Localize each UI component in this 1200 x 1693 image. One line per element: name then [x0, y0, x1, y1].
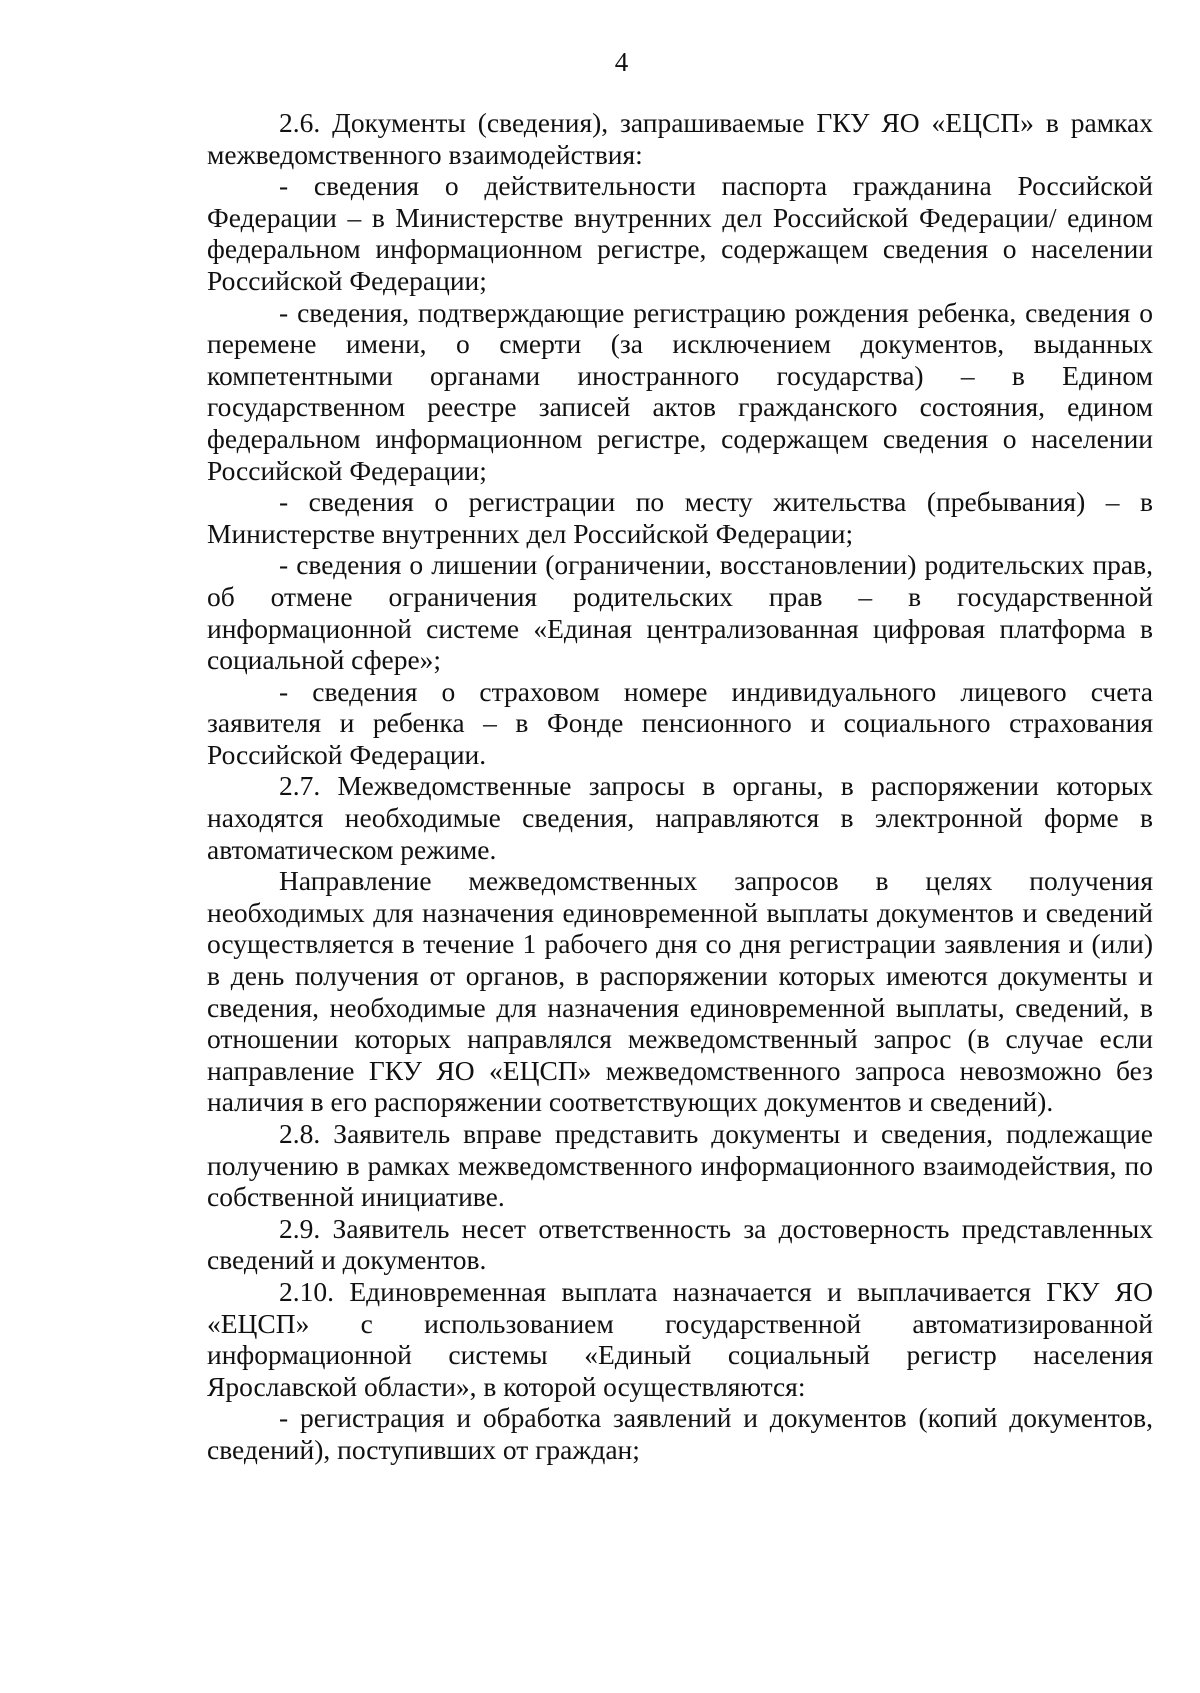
list-item-civil-registry: - сведения, подтверждающие регистрацию рождения ребенка, сведения о перемене имени, о смерти (за исключением документов, выданных компетентными органами иностранного государства) – в Едином государственном реестре записей актов гражданского состояния, едином федеральном информационном регистре, содержащем сведения о населении Российской Федерации;	[207, 296, 1153, 486]
paragraph-2-7: 2.7. Межведомственные запросы в органы, в распоряжении которых находятся необходимые сведения, направляются в электронной форме в автоматическом режиме.	[207, 770, 1153, 865]
page-number: 4	[614, 47, 629, 77]
paragraph-2-6: 2.6. Документы (сведения), запрашиваемые ГКУ ЯО «ЕЦСП» в рамках межведомственного взаимодействия:	[207, 107, 1153, 170]
list-item-registration-processing: - регистрация и обработка заявлений и документов (копий документов, сведений), поступивших от граждан;	[207, 1402, 1153, 1465]
paragraph-requests-timing: Направление межведомственных запросов в целях получения необходимых для назначения единовременной выплаты документов и сведений осуществляется в течение 1 рабочего дня со дня регистрации заявления и (или) в день получения от органов, в распоряжении которых имеются документы и сведения, необходимые для назначения единовременной выплаты, сведений, в отношении которых направлялся межведомственный запрос (в случае если направление ГКУ ЯО «ЕЦСП» межведомственного запроса невозможно без наличия в его распоряжении соответствующих документов и сведений).	[207, 865, 1153, 1118]
list-item-passport-validity: - сведения о действительности паспорта гражданина Российской Федерации – в Министерстве внутренних дел Российской Федерации/ едином федеральном информационном регистре, содержащем сведения о населении Российской Федерации;	[207, 170, 1153, 296]
paragraph-2-8: 2.8. Заявитель вправе представить документы и сведения, подлежащие получению в рамках межведомственного информационного взаимодействия, по собственной инициативе.	[207, 1118, 1153, 1213]
list-item-insurance-number: - сведения о страховом номере индивидуального лицевого счета заявителя и ребенка – в Фонде пенсионного и социального страхования Российской Федерации.	[207, 675, 1153, 770]
paragraph-2-9: 2.9. Заявитель несет ответственность за достоверность представленных сведений и документов.	[207, 1212, 1153, 1276]
paragraph-2-10: 2.10. Единовременная выплата назначается и выплачивается ГКУ ЯО «ЕЦСП» с использованием государственной автоматизированной информационной системы «Единый социальный регистр населения Ярославской области», в которой осуществляются:	[207, 1275, 1153, 1402]
document-body	[207, 107, 1153, 1466]
list-item-residence-registration: - сведения о регистрации по месту жительства (пребывания) – в Министерстве внутренних дел Российской Федерации;	[207, 486, 1153, 549]
list-item-parental-rights: - сведения о лишении (ограничении, восстановлении) родительских прав, об отмене ограничения родительских прав – в государственной информационной системе «Единая централизованная цифровая платформа в социальной сфере»;	[207, 549, 1153, 676]
